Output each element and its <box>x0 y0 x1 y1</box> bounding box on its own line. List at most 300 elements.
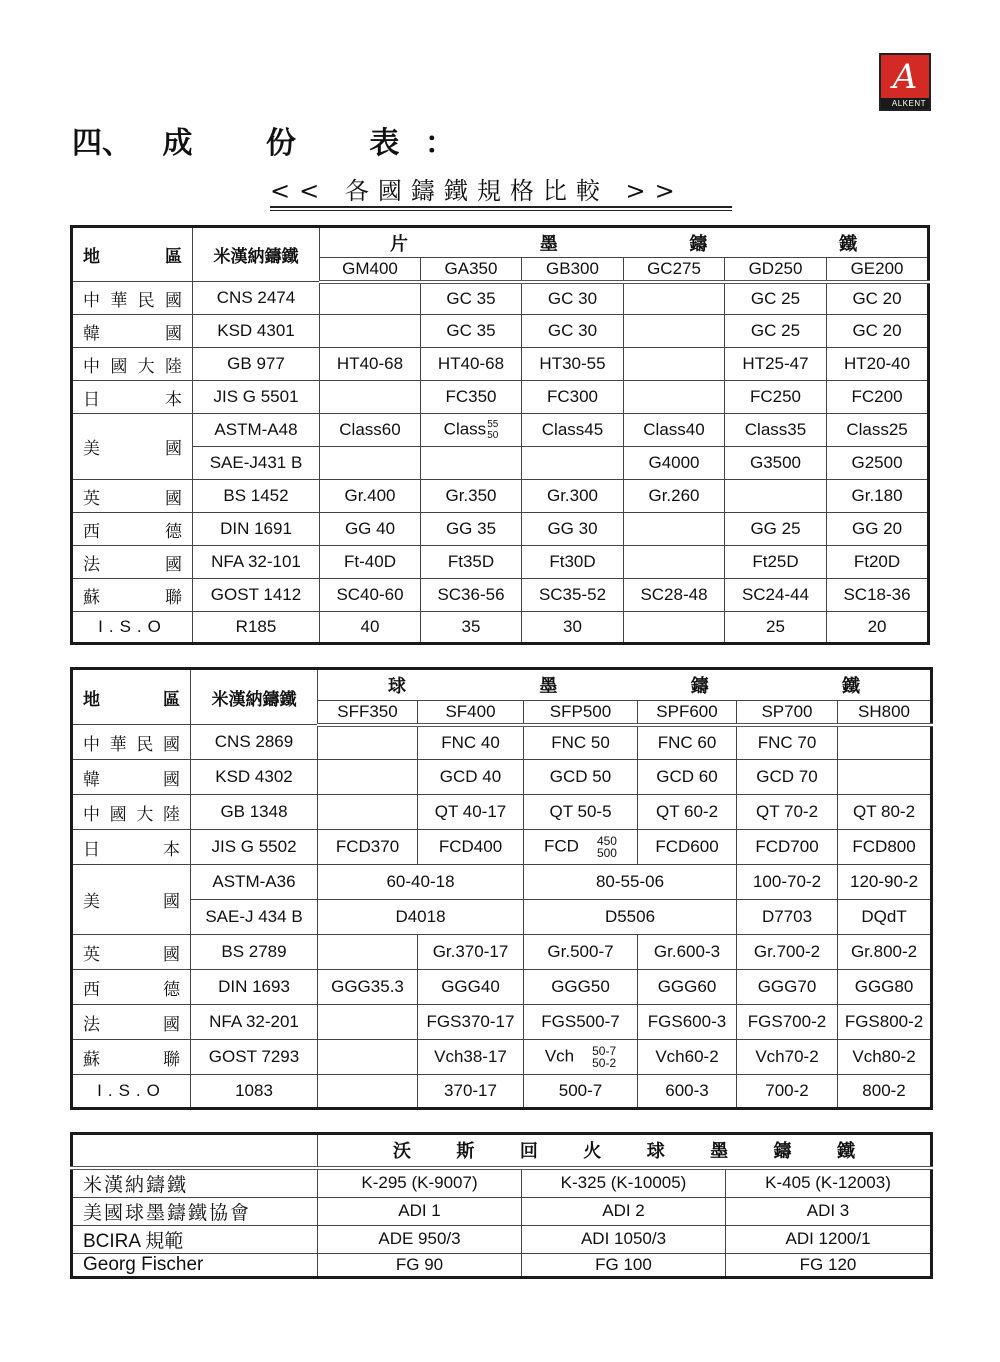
value-cell <box>318 1075 418 1109</box>
value-cell <box>624 315 725 348</box>
region-cell: I.S.O <box>72 1075 191 1109</box>
table-row <box>72 830 932 865</box>
region-cell <box>72 1005 191 1040</box>
value-cell: Vch60-2 <box>638 1040 737 1075</box>
region-cell <box>72 513 193 546</box>
region-name <box>83 517 182 542</box>
company-header: 米漢納鑄鐵 <box>191 669 318 725</box>
value-cell: Vch70-2 <box>737 1040 838 1075</box>
group-char: 斯 <box>456 1141 475 1163</box>
ductile-iron-table <box>70 667 933 1110</box>
region-char: 陸 <box>164 356 182 377</box>
value-cell: 370-17 <box>418 1075 524 1109</box>
value-cell: FG 90 <box>318 1253 522 1277</box>
group-char: 鑄 <box>690 676 709 697</box>
value-cell: GGG80 <box>838 970 932 1005</box>
value-cell: QT 60-2 <box>638 795 737 830</box>
organization-label: 米漢納鑄鐵 <box>72 1168 318 1198</box>
grade-header: SFP500 <box>524 701 638 725</box>
value-cell <box>624 612 725 644</box>
value-cell: GCD 40 <box>418 760 524 795</box>
table-row <box>72 1040 932 1075</box>
grade-header: SH800 <box>838 701 932 725</box>
region-cell <box>72 348 193 381</box>
value-cell: Gr.180 <box>827 480 929 513</box>
title-char: 份 <box>265 126 296 161</box>
value-cell <box>318 725 418 760</box>
region-cell <box>72 935 191 970</box>
region-char: 中 <box>83 804 100 825</box>
grade-header: GC275 <box>624 258 725 282</box>
region-char: 民 <box>136 734 154 755</box>
value-cell: ADI 1 <box>318 1197 522 1225</box>
value-cell: GCD 70 <box>737 760 838 795</box>
value-cell: FNC 50 <box>524 725 638 760</box>
value-cell <box>318 935 418 970</box>
value-cell: ADI 2 <box>522 1197 726 1225</box>
table-row <box>72 315 929 348</box>
value-cell <box>838 725 932 760</box>
value-cell: GG 25 <box>725 513 827 546</box>
value-cell: HT40-68 <box>421 348 522 381</box>
value-cell: HT30-55 <box>522 348 624 381</box>
standard-cell: BS 1452 <box>193 480 320 513</box>
standard-cell: JIS G 5501 <box>193 381 320 414</box>
group-char: 球 <box>388 676 406 697</box>
value-cell <box>624 513 725 546</box>
value-cell: GGG40 <box>418 970 524 1005</box>
region-name <box>83 550 182 575</box>
value-cell: FCD700 <box>737 830 838 865</box>
standard-cell: NFA 32-101 <box>193 546 320 579</box>
value-cell: Gr.800-2 <box>838 935 932 970</box>
value-cell: 500-7 <box>524 1075 638 1109</box>
value-cell: GC 35 <box>421 315 522 348</box>
value-cell: GC 20 <box>827 315 929 348</box>
value-cell: FG 100 <box>522 1253 726 1277</box>
region-name <box>83 352 182 377</box>
value-cell: QT 70-2 <box>737 795 838 830</box>
group-char: 墨 <box>539 233 558 255</box>
table-row <box>72 900 932 935</box>
value-cell: Gr.260 <box>624 480 725 513</box>
value-cell: GC 20 <box>827 282 929 315</box>
table-row <box>72 935 932 970</box>
region-name <box>83 484 182 509</box>
region-cell <box>72 546 193 579</box>
value-cell: Gr.300 <box>522 480 624 513</box>
region-cell <box>72 315 193 348</box>
table-row <box>72 1225 932 1253</box>
value-cell: 35 <box>421 612 522 644</box>
group-char: 墨 <box>539 676 558 697</box>
value-cell: FGS700-2 <box>737 1005 838 1040</box>
value-cell: DQdT <box>838 900 932 935</box>
value-prefix: FCD <box>544 836 579 856</box>
region-char: 德 <box>163 979 180 1000</box>
region-char: 日 <box>83 389 100 410</box>
value-cell: GC 30 <box>522 282 624 315</box>
value-cell <box>624 546 725 579</box>
value-cell: FG 120 <box>726 1253 932 1277</box>
subtitle-underline <box>270 206 732 211</box>
table-row <box>72 795 932 830</box>
region-char: 國 <box>163 769 180 790</box>
region-cell <box>72 830 191 865</box>
value-cell: 25 <box>725 612 827 644</box>
group-header <box>318 1134 932 1168</box>
logo-glyph: A <box>892 57 918 97</box>
group-char: 墨 <box>710 1141 729 1163</box>
region-char: 中 <box>83 356 100 377</box>
class-label: Class <box>443 419 487 439</box>
group-char: 回 <box>519 1141 538 1163</box>
value-cell: 20 <box>827 612 929 644</box>
region-char: 本 <box>165 389 182 410</box>
standard-cell: BS 2789 <box>191 935 318 970</box>
value-cell: K-295 (K-9007) <box>318 1168 522 1198</box>
region-char: 大 <box>137 356 155 377</box>
table-row <box>72 447 929 480</box>
value-cell: FCD400 <box>418 830 524 865</box>
value-cell: SC35-52 <box>522 579 624 612</box>
value-cell: G2500 <box>827 447 929 480</box>
region-name <box>83 583 182 608</box>
region-char: 大 <box>136 804 154 825</box>
region-char: 國 <box>162 734 180 755</box>
section-title <box>72 124 455 164</box>
group-header <box>320 227 929 258</box>
value-cell: 800-2 <box>838 1075 932 1109</box>
standard-cell: 1083 <box>191 1075 318 1109</box>
value-cell: SC28-48 <box>624 579 725 612</box>
region-char: 美 <box>83 892 100 912</box>
value-cell: FC200 <box>827 381 929 414</box>
value-cell: HT25-47 <box>725 348 827 381</box>
table-row <box>72 760 932 795</box>
value-cell: SC36-56 <box>421 579 522 612</box>
value-cell: QT 40-17 <box>418 795 524 830</box>
region-char: 英 <box>83 944 100 965</box>
merged-value-cell: 60-40-18 <box>318 865 524 900</box>
region-char: 國 <box>165 554 182 575</box>
merged-value-cell: D4018 <box>318 900 524 935</box>
header-char: 地 <box>83 247 100 267</box>
value-cell: ADI 1200/1 <box>726 1225 932 1253</box>
grade-header: SP700 <box>737 701 838 725</box>
value-cell: G4000 <box>624 447 725 480</box>
region-char: 國 <box>163 944 180 965</box>
organization-label: BCIRA 規範 <box>72 1225 318 1253</box>
region-cell <box>72 414 193 480</box>
grade-header: GA350 <box>421 258 522 282</box>
group-char: 球 <box>646 1141 665 1163</box>
title-char: 成 <box>162 126 193 161</box>
value-cell: K-405 (K-12003) <box>726 1168 932 1198</box>
region-char: 韓 <box>83 323 100 344</box>
group-char: 鑄 <box>773 1141 792 1163</box>
page-subtitle: << 各國鑄鐵規格比較 >> <box>270 177 684 205</box>
value-cell <box>522 447 624 480</box>
value-cell: Ft-40D <box>320 546 421 579</box>
region-name <box>83 800 180 825</box>
region-cell: I.S.O <box>72 612 193 644</box>
standard-cell: CNS 2474 <box>193 282 320 315</box>
standard-cell: KSD 4301 <box>193 315 320 348</box>
group-char: 沃 <box>393 1141 411 1163</box>
region-cell <box>72 970 191 1005</box>
group-char: 鐵 <box>842 676 861 697</box>
value-cell: K-325 (K-10005) <box>522 1168 726 1198</box>
region-char: 聯 <box>163 1049 180 1070</box>
table-row <box>72 725 932 760</box>
value-cell: FCD800 <box>838 830 932 865</box>
grade-header: GB300 <box>522 258 624 282</box>
value-cell <box>421 414 522 447</box>
region-char: 美 <box>83 439 100 459</box>
value-cell: Gr.500-7 <box>524 935 638 970</box>
value-cell: GC 25 <box>725 315 827 348</box>
value-cell <box>320 315 421 348</box>
value-cell: Class60 <box>320 414 421 447</box>
value-cell: Class45 <box>522 414 624 447</box>
standard-cell: ASTM-A48 <box>193 414 320 447</box>
table-row <box>72 865 932 900</box>
standard-cell: GB 1348 <box>191 795 318 830</box>
fraction-bottom: 50 <box>487 430 499 441</box>
table-row <box>72 1168 932 1198</box>
grade-header: SFF350 <box>318 701 418 725</box>
value-cell: ADI 1050/3 <box>522 1225 726 1253</box>
value-cell: FC300 <box>522 381 624 414</box>
region-char: 國 <box>164 290 182 311</box>
value-cell <box>524 1040 638 1075</box>
value-cell <box>725 480 827 513</box>
region-char: 法 <box>83 1014 100 1035</box>
value-cell: FC350 <box>421 381 522 414</box>
value-cell <box>318 760 418 795</box>
company-header: 米漢納鑄鐵 <box>193 227 320 282</box>
value-cell: Gr.370-17 <box>418 935 524 970</box>
value-cell: GC 35 <box>421 282 522 315</box>
region-char: 韓 <box>83 769 100 790</box>
table-row <box>72 970 932 1005</box>
grade-header: GE200 <box>827 258 929 282</box>
value-cell: FNC 40 <box>418 725 524 760</box>
group-header <box>318 669 932 701</box>
value-cell: Ft30D <box>522 546 624 579</box>
region-cell <box>72 1040 191 1075</box>
grade-header: GM400 <box>320 258 421 282</box>
value-cell: FGS600-3 <box>638 1005 737 1040</box>
value-cell: FGS800-2 <box>838 1005 932 1040</box>
standard-cell: JIS G 5502 <box>191 830 318 865</box>
value-cell: Gr.350 <box>421 480 522 513</box>
value-cell: Class25 <box>827 414 929 447</box>
value-cell: SC18-36 <box>827 579 929 612</box>
region-char: 國 <box>165 323 182 344</box>
value-cell <box>318 795 418 830</box>
value-cell: FCD370 <box>318 830 418 865</box>
value-cell: 700-2 <box>737 1075 838 1109</box>
value-cell: Gr.600-3 <box>638 935 737 970</box>
value-cell: Ft25D <box>725 546 827 579</box>
region-cell <box>72 795 191 830</box>
value-cell <box>524 830 638 865</box>
region-char: 本 <box>163 839 180 860</box>
group-char: 鐵 <box>839 233 858 255</box>
standard-cell: ASTM-A36 <box>191 865 318 900</box>
region-cell <box>72 865 191 935</box>
value-cell: GGG50 <box>524 970 638 1005</box>
austempered-iron-table <box>70 1132 933 1279</box>
organization-label: 美國球墨鑄鐵協會 <box>72 1197 318 1225</box>
value-cell: FNC 70 <box>737 725 838 760</box>
standard-cell: GOST 1412 <box>193 579 320 612</box>
region-char: 中 <box>83 734 100 755</box>
region-name <box>83 975 180 1000</box>
value-cell: GCD 60 <box>638 760 737 795</box>
value-cell: GG 35 <box>421 513 522 546</box>
region-char: 華 <box>109 734 127 755</box>
fraction-bottom: 50-2 <box>592 1056 617 1070</box>
region-name <box>83 286 182 311</box>
value-cell <box>320 381 421 414</box>
region-char: 國 <box>163 892 180 912</box>
group-char: 火 <box>583 1141 602 1163</box>
stacked-fraction <box>597 835 617 859</box>
group-char: 片 <box>390 233 408 255</box>
value-cell <box>320 447 421 480</box>
value-cell: GG 20 <box>827 513 929 546</box>
fraction-top: 50-7 <box>592 1044 617 1058</box>
section-number: 四、 <box>72 126 132 161</box>
value-cell: GGG35.3 <box>318 970 418 1005</box>
table-row <box>72 282 929 315</box>
value-cell: ADE 950/3 <box>318 1225 522 1253</box>
value-cell <box>838 760 932 795</box>
value-cell: G3500 <box>725 447 827 480</box>
header-char: 區 <box>163 689 180 710</box>
region-char: 華 <box>110 290 128 311</box>
table-row <box>72 414 929 447</box>
region-cell <box>72 579 193 612</box>
standard-cell: CNS 2869 <box>191 725 318 760</box>
value-cell <box>320 282 421 315</box>
value-cell: Ft35D <box>421 546 522 579</box>
region-char: 西 <box>83 521 100 542</box>
standard-cell: GB 977 <box>193 348 320 381</box>
region-char: 日 <box>83 839 100 860</box>
region-char: 國 <box>109 804 127 825</box>
region-char: 國 <box>163 1014 180 1035</box>
value-cell: Gr.700-2 <box>737 935 838 970</box>
region-cell <box>72 760 191 795</box>
class-fraction <box>487 419 498 441</box>
value-cell <box>318 1040 418 1075</box>
standard-cell: KSD 4302 <box>191 760 318 795</box>
region-char: 德 <box>165 521 182 542</box>
merged-value-cell: 80-55-06 <box>524 865 737 900</box>
table-row <box>72 480 929 513</box>
value-cell <box>624 282 725 315</box>
region-cell <box>72 282 193 315</box>
region-char: 法 <box>83 554 100 575</box>
fraction-bottom: 500 <box>596 846 617 860</box>
value-cell: Vch38-17 <box>418 1040 524 1075</box>
region-name <box>83 1045 180 1070</box>
value-cell: 30 <box>522 612 624 644</box>
organization-label: Georg Fischer <box>72 1253 318 1277</box>
logo-name: ALKENT <box>891 99 926 108</box>
value-cell: FCD600 <box>638 830 737 865</box>
standard-cell: GOST 7293 <box>191 1040 318 1075</box>
value-cell: HT20-40 <box>827 348 929 381</box>
company-logo <box>879 53 931 111</box>
value-cell <box>624 348 725 381</box>
value-cell: FGS370-17 <box>418 1005 524 1040</box>
value-cell: FNC 60 <box>638 725 737 760</box>
fraction-top: 55 <box>487 419 499 430</box>
region-cell <box>72 480 193 513</box>
standard-cell: DIN 1693 <box>191 970 318 1005</box>
region-header <box>72 669 191 725</box>
value-cell: SC24-44 <box>725 579 827 612</box>
table-row <box>72 579 929 612</box>
empty-header-cell <box>72 1134 318 1168</box>
region-name <box>83 1010 180 1035</box>
standard-cell: R185 <box>193 612 320 644</box>
value-cell: 600-3 <box>638 1075 737 1109</box>
region-char: 陸 <box>162 804 180 825</box>
value-cell: 100-70-2 <box>737 865 838 900</box>
region-header <box>72 227 193 282</box>
header-row <box>72 1134 932 1168</box>
header-row <box>72 227 929 258</box>
standard-cell: SAE-J431 B <box>193 447 320 480</box>
title-char: 表 <box>369 126 400 161</box>
value-cell: Gr.400 <box>320 480 421 513</box>
header-char: 地 <box>83 689 100 710</box>
value-cell: HT40-68 <box>320 348 421 381</box>
value-cell: ADI 3 <box>726 1197 932 1225</box>
grade-header: SF400 <box>418 701 524 725</box>
table-row <box>72 348 929 381</box>
region-cell <box>72 725 191 760</box>
region-name <box>83 765 180 790</box>
title-colon: ： <box>424 126 455 161</box>
standard-cell: SAE-J 434 B <box>191 900 318 935</box>
stacked-fraction <box>592 1045 616 1069</box>
value-cell: 120-90-2 <box>838 865 932 900</box>
standard-cell: DIN 1691 <box>193 513 320 546</box>
value-cell: SC40-60 <box>320 579 421 612</box>
value-cell: GC 30 <box>522 315 624 348</box>
value-cell: FGS500-7 <box>524 1005 638 1040</box>
region-char: 聯 <box>165 587 182 608</box>
table-row-iso <box>72 1075 932 1109</box>
grade-header: GD250 <box>725 258 827 282</box>
value-cell: QT 80-2 <box>838 795 932 830</box>
region-char: 國 <box>165 488 182 509</box>
value-cell: D7703 <box>737 900 838 935</box>
region-cell <box>72 381 193 414</box>
region-char: 蘇 <box>83 587 100 608</box>
fraction-top: 450 <box>596 834 617 848</box>
region-char: 民 <box>137 290 155 311</box>
gray-iron-table <box>70 225 930 645</box>
value-cell: GC 25 <box>725 282 827 315</box>
